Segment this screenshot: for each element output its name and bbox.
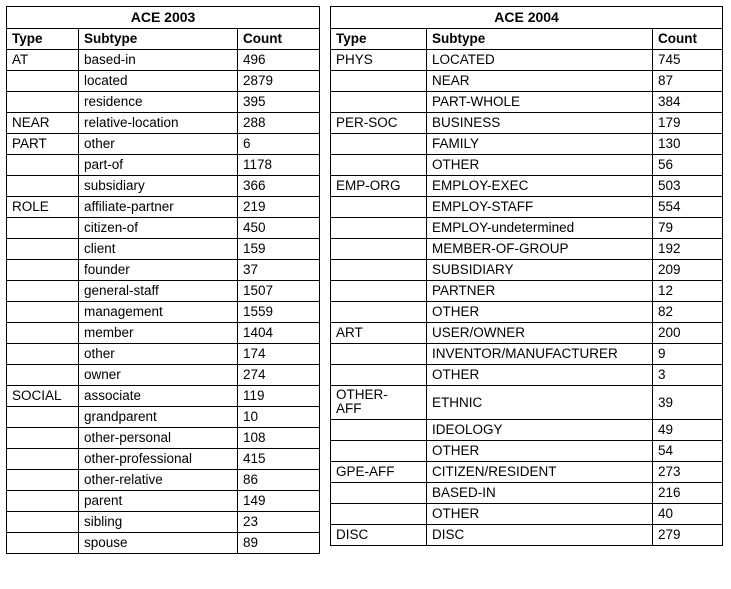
type-cell-cont xyxy=(331,134,427,155)
subtype-cell: BASED-IN xyxy=(427,483,653,504)
subtype-cell: spouse xyxy=(79,533,238,554)
subtype-cell: IDEOLOGY xyxy=(427,420,653,441)
type-cell-cont xyxy=(331,302,427,323)
subtype-cell: EMPLOY-EXEC xyxy=(427,176,653,197)
subtype-cell: LOCATED xyxy=(427,50,653,71)
type-cell-cont xyxy=(331,155,427,176)
type-cell-cont xyxy=(331,260,427,281)
table-row xyxy=(331,71,723,92)
table-row xyxy=(7,386,320,407)
type-line-1: OTHER- xyxy=(336,387,388,402)
table-row xyxy=(7,302,320,323)
subtype-cell: residence xyxy=(79,92,238,113)
subtype-cell: member xyxy=(79,323,238,344)
subtype-cell: grandparent xyxy=(79,407,238,428)
count-cell: 82 xyxy=(653,302,723,323)
type-cell: ROLE xyxy=(7,197,79,218)
count-cell: 503 xyxy=(653,176,723,197)
type-cell: NEAR xyxy=(7,113,79,134)
type-line-2: AFF xyxy=(336,401,362,417)
table-row xyxy=(331,386,723,420)
table-row xyxy=(331,50,723,71)
type-cell: SOCIAL xyxy=(7,386,79,407)
table-row xyxy=(331,239,723,260)
count-cell: 54 xyxy=(653,441,723,462)
type-cell-cont xyxy=(7,323,79,344)
table-row xyxy=(7,176,320,197)
table-row xyxy=(331,525,723,546)
type-cell-cont xyxy=(7,470,79,491)
type-cell-cont xyxy=(7,92,79,113)
subtype-cell: subsidiary xyxy=(79,176,238,197)
count-cell: 159 xyxy=(238,239,320,260)
count-cell: 40 xyxy=(653,504,723,525)
type-cell-cont xyxy=(7,71,79,92)
count-cell: 179 xyxy=(653,113,723,134)
count-cell: 279 xyxy=(653,525,723,546)
type-cell-cont xyxy=(331,504,427,525)
table-row xyxy=(7,50,320,71)
count-cell: 216 xyxy=(653,483,723,504)
table-row xyxy=(331,113,723,134)
table-row xyxy=(7,134,320,155)
table-row xyxy=(331,176,723,197)
count-cell: 192 xyxy=(653,239,723,260)
subtype-cell: other xyxy=(79,344,238,365)
type-cell-cont xyxy=(7,407,79,428)
type-cell-cont xyxy=(7,302,79,323)
subtype-cell: EMPLOY-STAFF xyxy=(427,197,653,218)
table-row xyxy=(331,218,723,239)
subtype-cell: located xyxy=(79,71,238,92)
table-row xyxy=(331,260,723,281)
subtype-cell: sibling xyxy=(79,512,238,533)
type-cell-cont xyxy=(7,155,79,176)
count-cell: 10 xyxy=(238,407,320,428)
subtype-cell: PART-WHOLE xyxy=(427,92,653,113)
column-header-subtype: Subtype xyxy=(79,29,238,50)
table-row xyxy=(331,302,723,323)
count-cell: 87 xyxy=(653,71,723,92)
subtype-cell: ETHNIC xyxy=(427,386,653,420)
subtype-cell: parent xyxy=(79,491,238,512)
subtype-cell: management xyxy=(79,302,238,323)
table-row xyxy=(7,449,320,470)
count-cell: 415 xyxy=(238,449,320,470)
subtype-cell: NEAR xyxy=(427,71,653,92)
count-cell: 1559 xyxy=(238,302,320,323)
type-cell-cont xyxy=(7,218,79,239)
table-row xyxy=(331,323,723,344)
subtype-cell: other-relative xyxy=(79,470,238,491)
count-cell: 274 xyxy=(238,365,320,386)
table-row xyxy=(331,92,723,113)
count-cell: 130 xyxy=(653,134,723,155)
count-cell: 200 xyxy=(653,323,723,344)
type-cell: PER-SOC xyxy=(331,113,427,134)
type-cell: PHYS xyxy=(331,50,427,71)
column-header-count: Count xyxy=(238,29,320,50)
subtype-cell: owner xyxy=(79,365,238,386)
count-cell: 39 xyxy=(653,386,723,420)
table-row xyxy=(7,512,320,533)
subtype-cell: OTHER xyxy=(427,441,653,462)
table-row xyxy=(7,407,320,428)
type-cell-cont xyxy=(7,281,79,302)
count-cell: 23 xyxy=(238,512,320,533)
count-cell: 1178 xyxy=(238,155,320,176)
type-cell-cont xyxy=(7,365,79,386)
subtype-cell: OTHER xyxy=(427,302,653,323)
type-cell-cont xyxy=(331,420,427,441)
table-row xyxy=(7,281,320,302)
subtype-cell: INVENTOR/MANUFACTURER xyxy=(427,344,653,365)
count-cell: 119 xyxy=(238,386,320,407)
table-row xyxy=(7,113,320,134)
count-cell: 49 xyxy=(653,420,723,441)
count-cell: 37 xyxy=(238,260,320,281)
subtype-cell: BUSINESS xyxy=(427,113,653,134)
type-cell: DISC xyxy=(331,525,427,546)
table-caption: ACE 2003 xyxy=(7,7,320,29)
count-cell: 384 xyxy=(653,92,723,113)
subtype-cell: client xyxy=(79,239,238,260)
type-cell-cont xyxy=(7,428,79,449)
table-row xyxy=(331,483,723,504)
table-row xyxy=(331,197,723,218)
subtype-cell: DISC xyxy=(427,525,653,546)
type-cell-cont xyxy=(7,176,79,197)
table-row xyxy=(7,260,320,281)
type-cell-cont xyxy=(331,344,427,365)
table-caption-row xyxy=(7,7,320,29)
table-row xyxy=(7,533,320,554)
subtype-cell: OTHER xyxy=(427,155,653,176)
type-cell-cont xyxy=(7,449,79,470)
table-caption: ACE 2004 xyxy=(331,7,723,29)
count-cell: 209 xyxy=(653,260,723,281)
table-row xyxy=(7,323,320,344)
subtype-cell: part-of xyxy=(79,155,238,176)
subtype-cell: founder xyxy=(79,260,238,281)
type-cell-cont xyxy=(7,344,79,365)
type-cell-cont xyxy=(7,239,79,260)
subtype-cell: SUBSIDIARY xyxy=(427,260,653,281)
type-cell-cont xyxy=(331,239,427,260)
column-header-count: Count xyxy=(653,29,723,50)
table-row xyxy=(7,92,320,113)
subtype-cell: other-personal xyxy=(79,428,238,449)
table-row xyxy=(331,344,723,365)
count-cell: 12 xyxy=(653,281,723,302)
table-caption-row xyxy=(331,7,723,29)
type-cell xyxy=(331,386,427,420)
count-cell: 79 xyxy=(653,218,723,239)
table-row xyxy=(331,441,723,462)
table-row xyxy=(7,218,320,239)
count-cell: 86 xyxy=(238,470,320,491)
table-row xyxy=(331,134,723,155)
subtype-cell: PARTNER xyxy=(427,281,653,302)
count-cell: 288 xyxy=(238,113,320,134)
count-cell: 89 xyxy=(238,533,320,554)
count-cell: 2879 xyxy=(238,71,320,92)
count-cell: 9 xyxy=(653,344,723,365)
count-cell: 56 xyxy=(653,155,723,176)
table-row xyxy=(7,470,320,491)
count-cell: 745 xyxy=(653,50,723,71)
subtype-cell: general-staff xyxy=(79,281,238,302)
table-row xyxy=(7,365,320,386)
table-ace-2003 xyxy=(6,6,320,554)
type-cell-cont xyxy=(7,533,79,554)
table-row xyxy=(331,420,723,441)
subtype-cell: other xyxy=(79,134,238,155)
table-row xyxy=(7,197,320,218)
count-cell: 554 xyxy=(653,197,723,218)
subtype-cell: affiliate-partner xyxy=(79,197,238,218)
table-row xyxy=(7,71,320,92)
type-cell-cont xyxy=(331,281,427,302)
count-cell: 395 xyxy=(238,92,320,113)
count-cell: 496 xyxy=(238,50,320,71)
count-cell: 3 xyxy=(653,365,723,386)
subtype-cell: MEMBER-OF-GROUP xyxy=(427,239,653,260)
column-header-type: Type xyxy=(7,29,79,50)
type-cell-cont xyxy=(331,365,427,386)
count-cell: 1404 xyxy=(238,323,320,344)
type-cell-cont xyxy=(331,441,427,462)
count-cell: 149 xyxy=(238,491,320,512)
count-cell: 450 xyxy=(238,218,320,239)
table-ace-2004 xyxy=(330,6,723,546)
table-ace-2003-body xyxy=(7,7,320,554)
subtype-cell: EMPLOY-undetermined xyxy=(427,218,653,239)
table-row xyxy=(7,239,320,260)
subtype-cell: OTHER xyxy=(427,504,653,525)
subtype-cell: relative-location xyxy=(79,113,238,134)
table-row xyxy=(331,155,723,176)
subtype-cell: based-in xyxy=(79,50,238,71)
type-cell: GPE-AFF xyxy=(331,462,427,483)
table-row xyxy=(7,155,320,176)
table-row xyxy=(331,504,723,525)
type-cell-cont xyxy=(331,197,427,218)
count-cell: 366 xyxy=(238,176,320,197)
table-header-row xyxy=(7,29,320,50)
type-cell: ART xyxy=(331,323,427,344)
type-cell: EMP-ORG xyxy=(331,176,427,197)
subtype-cell: USER/OWNER xyxy=(427,323,653,344)
type-cell: PART xyxy=(7,134,79,155)
table-row xyxy=(331,462,723,483)
table-row xyxy=(331,365,723,386)
type-cell-cont xyxy=(7,491,79,512)
subtype-cell: citizen-of xyxy=(79,218,238,239)
count-cell: 108 xyxy=(238,428,320,449)
count-cell: 6 xyxy=(238,134,320,155)
column-header-subtype: Subtype xyxy=(427,29,653,50)
type-cell-cont xyxy=(7,512,79,533)
count-cell: 219 xyxy=(238,197,320,218)
table-row xyxy=(7,428,320,449)
type-cell-cont xyxy=(331,92,427,113)
count-cell: 273 xyxy=(653,462,723,483)
count-cell: 1507 xyxy=(238,281,320,302)
subtype-cell: associate xyxy=(79,386,238,407)
type-cell-cont xyxy=(331,71,427,92)
table-ace-2004-body xyxy=(331,7,723,546)
table-row xyxy=(7,344,320,365)
type-cell-cont xyxy=(331,218,427,239)
type-cell: AT xyxy=(7,50,79,71)
subtype-cell: CITIZEN/RESIDENT xyxy=(427,462,653,483)
subtype-cell: FAMILY xyxy=(427,134,653,155)
subtype-cell: other-professional xyxy=(79,449,238,470)
subtype-cell: OTHER xyxy=(427,365,653,386)
table-row xyxy=(7,491,320,512)
column-header-type: Type xyxy=(331,29,427,50)
count-cell: 174 xyxy=(238,344,320,365)
table-header-row xyxy=(331,29,723,50)
type-cell-cont xyxy=(7,260,79,281)
table-row xyxy=(331,281,723,302)
type-cell-cont xyxy=(331,483,427,504)
